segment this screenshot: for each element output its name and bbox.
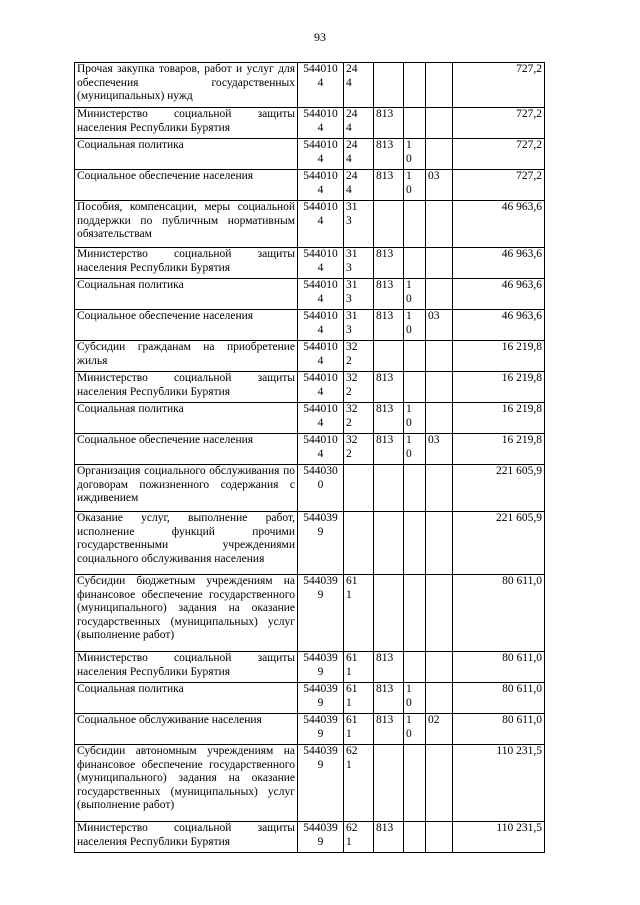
table-row — [75, 434, 545, 465]
table-row — [75, 714, 545, 745]
cell-ministry-code — [374, 465, 404, 512]
cell-subsection — [426, 201, 453, 248]
table-row — [75, 465, 545, 512]
cell-ministry-code: 813 — [374, 108, 404, 139]
cell-ministry-code — [374, 745, 404, 822]
table-row — [75, 310, 545, 341]
cell-ministry-code: 813 — [374, 822, 404, 853]
cell-section — [404, 372, 426, 403]
cell-target-article: 544010 4 — [298, 279, 344, 310]
cell-amount: 16 219,8 — [453, 403, 545, 434]
table-row — [75, 108, 545, 139]
cell-expense-type: 31 3 — [344, 279, 374, 310]
cell-amount: 221 605,9 — [453, 512, 545, 575]
cell-section — [404, 341, 426, 372]
cell-expense-type: 24 4 — [344, 139, 374, 170]
table-row — [75, 512, 545, 575]
cell-name: Социальная политика — [75, 403, 298, 434]
cell-section — [404, 201, 426, 248]
cell-target-article: 544039 9 — [298, 822, 344, 853]
cell-target-article: 544010 4 — [298, 403, 344, 434]
cell-expense-type — [344, 512, 374, 575]
cell-section — [404, 822, 426, 853]
cell-ministry-code — [374, 341, 404, 372]
cell-amount: 46 963,6 — [453, 201, 545, 248]
cell-target-article: 544039 9 — [298, 745, 344, 822]
cell-section — [404, 512, 426, 575]
cell-name: Социальная политика — [75, 279, 298, 310]
budget-table — [74, 62, 545, 853]
cell-amount: 80 611,0 — [453, 652, 545, 683]
cell-amount: 46 963,6 — [453, 279, 545, 310]
cell-subsection — [426, 279, 453, 310]
cell-amount: 110 231,5 — [453, 745, 545, 822]
cell-target-article: 544010 4 — [298, 63, 344, 108]
cell-amount: 80 611,0 — [453, 683, 545, 714]
cell-target-article: 544010 4 — [298, 139, 344, 170]
cell-target-article: 544010 4 — [298, 372, 344, 403]
cell-target-article: 544010 4 — [298, 310, 344, 341]
table-row — [75, 63, 545, 108]
cell-expense-type: 61 1 — [344, 575, 374, 652]
cell-target-article: 544039 9 — [298, 575, 344, 652]
cell-name: Пособия, компенсации, меры социальной поддержки по публичным нормативным обязательствам — [75, 201, 298, 248]
cell-name: Социальное обеспечение населения — [75, 434, 298, 465]
cell-section — [404, 652, 426, 683]
cell-amount: 727,2 — [453, 63, 545, 108]
cell-name: Министерство социальной защиты населения Республики Бурятия — [75, 822, 298, 853]
cell-expense-type: 24 4 — [344, 170, 374, 201]
cell-amount: 46 963,6 — [453, 248, 545, 279]
cell-name: Министерство социальной защиты населения Республики Бурятия — [75, 108, 298, 139]
cell-amount: 80 611,0 — [453, 575, 545, 652]
cell-name: Субсидии бюджетным учреждениям на финансовое обеспечение государственного (муниципального) задания на оказание государственных (муниципальных) услуг (выполнение работ) — [75, 575, 298, 652]
cell-subsection — [426, 575, 453, 652]
cell-name: Министерство социальной защиты населения Республики Бурятия — [75, 652, 298, 683]
cell-ministry-code — [374, 512, 404, 575]
cell-subsection — [426, 139, 453, 170]
cell-section: 1 0 — [404, 403, 426, 434]
cell-amount: 221 605,9 — [453, 465, 545, 512]
cell-amount: 16 219,8 — [453, 341, 545, 372]
page-number: 93 — [314, 30, 326, 44]
cell-section — [404, 108, 426, 139]
cell-subsection — [426, 403, 453, 434]
cell-target-article: 544010 4 — [298, 434, 344, 465]
cell-section — [404, 63, 426, 108]
cell-section: 1 0 — [404, 170, 426, 201]
cell-subsection — [426, 822, 453, 853]
cell-subsection — [426, 372, 453, 403]
cell-expense-type: 24 4 — [344, 63, 374, 108]
cell-amount: 16 219,8 — [453, 372, 545, 403]
cell-name: Субсидии гражданам на приобретение жилья — [75, 341, 298, 372]
cell-amount: 16 219,8 — [453, 434, 545, 465]
table-row — [75, 341, 545, 372]
cell-ministry-code: 813 — [374, 170, 404, 201]
cell-subsection — [426, 108, 453, 139]
cell-ministry-code — [374, 63, 404, 108]
table-row — [75, 683, 545, 714]
cell-expense-type: 32 2 — [344, 403, 374, 434]
cell-target-article: 544039 9 — [298, 683, 344, 714]
cell-expense-type: 32 2 — [344, 434, 374, 465]
cell-section — [404, 248, 426, 279]
table-row — [75, 745, 545, 822]
cell-target-article: 544039 9 — [298, 512, 344, 575]
cell-subsection: 02 — [426, 714, 453, 745]
table-row — [75, 822, 545, 853]
cell-name: Социальная политика — [75, 683, 298, 714]
cell-ministry-code — [374, 201, 404, 248]
cell-target-article: 544039 9 — [298, 714, 344, 745]
cell-name: Министерство социальной защиты населения Республики Бурятия — [75, 248, 298, 279]
cell-amount: 727,2 — [453, 108, 545, 139]
cell-subsection — [426, 63, 453, 108]
table-row — [75, 652, 545, 683]
cell-subsection: 03 — [426, 434, 453, 465]
cell-ministry-code: 813 — [374, 248, 404, 279]
cell-ministry-code — [374, 575, 404, 652]
cell-name: Социальное обслуживание населения — [75, 714, 298, 745]
table-row — [75, 170, 545, 201]
cell-section: 1 0 — [404, 434, 426, 465]
cell-ministry-code: 813 — [374, 372, 404, 403]
cell-subsection — [426, 683, 453, 714]
cell-expense-type: 62 1 — [344, 822, 374, 853]
cell-expense-type: 24 4 — [344, 108, 374, 139]
cell-target-article: 544039 9 — [298, 652, 344, 683]
cell-target-article: 544030 0 — [298, 465, 344, 512]
cell-subsection — [426, 248, 453, 279]
cell-subsection — [426, 465, 453, 512]
cell-section: 1 0 — [404, 683, 426, 714]
cell-section: 1 0 — [404, 714, 426, 745]
cell-name: Социальная политика — [75, 139, 298, 170]
cell-section — [404, 745, 426, 822]
cell-subsection: 03 — [426, 170, 453, 201]
cell-section: 1 0 — [404, 139, 426, 170]
cell-name: Оказание услуг, выполнение работ, исполнение функций прочими государственными учреждениями социального обслуживания населения — [75, 512, 298, 575]
table-row — [75, 248, 545, 279]
cell-amount: 110 231,5 — [453, 822, 545, 853]
table-row — [75, 279, 545, 310]
cell-ministry-code: 813 — [374, 434, 404, 465]
cell-section: 1 0 — [404, 279, 426, 310]
cell-section — [404, 465, 426, 512]
cell-target-article: 544010 4 — [298, 341, 344, 372]
cell-amount: 727,2 — [453, 139, 545, 170]
table-row — [75, 139, 545, 170]
cell-subsection — [426, 652, 453, 683]
cell-ministry-code: 813 — [374, 403, 404, 434]
cell-expense-type: 31 3 — [344, 248, 374, 279]
cell-ministry-code: 813 — [374, 652, 404, 683]
cell-section — [404, 575, 426, 652]
cell-name: Субсидии автономным учреждениям на финансовое обеспечение государственного (муниципального) задания на оказание государственных (муниципальных) услуг (выполнение работ) — [75, 745, 298, 822]
cell-expense-type: 32 2 — [344, 341, 374, 372]
cell-section: 1 0 — [404, 310, 426, 341]
cell-expense-type: 31 3 — [344, 310, 374, 341]
cell-ministry-code: 813 — [374, 714, 404, 745]
table-row — [75, 403, 545, 434]
cell-expense-type: 31 3 — [344, 201, 374, 248]
cell-name: Министерство социальной защиты населения Республики Бурятия — [75, 372, 298, 403]
cell-expense-type: 61 1 — [344, 683, 374, 714]
cell-name: Организация социального обслуживания по договорам пожизненного содержания с иждивением — [75, 465, 298, 512]
cell-ministry-code: 813 — [374, 279, 404, 310]
cell-target-article: 544010 4 — [298, 108, 344, 139]
cell-expense-type — [344, 465, 374, 512]
cell-target-article: 544010 4 — [298, 170, 344, 201]
cell-subsection — [426, 341, 453, 372]
cell-expense-type: 61 1 — [344, 714, 374, 745]
cell-subsection — [426, 745, 453, 822]
table-row — [75, 372, 545, 403]
cell-ministry-code: 813 — [374, 683, 404, 714]
cell-name: Прочая закупка товаров, работ и услуг для обеспечения государственных (муниципальных) нужд — [75, 63, 298, 108]
cell-ministry-code: 813 — [374, 139, 404, 170]
table-row — [75, 575, 545, 652]
cell-amount: 727,2 — [453, 170, 545, 201]
cell-target-article: 544010 4 — [298, 201, 344, 248]
cell-ministry-code: 813 — [374, 310, 404, 341]
cell-subsection — [426, 512, 453, 575]
cell-amount: 46 963,6 — [453, 310, 545, 341]
budget-table-body — [75, 63, 545, 853]
cell-name: Социальное обеспечение населения — [75, 170, 298, 201]
cell-amount: 80 611,0 — [453, 714, 545, 745]
cell-expense-type: 32 2 — [344, 372, 374, 403]
table-row — [75, 201, 545, 248]
cell-target-article: 544010 4 — [298, 248, 344, 279]
cell-subsection: 03 — [426, 310, 453, 341]
cell-expense-type: 61 1 — [344, 652, 374, 683]
cell-expense-type: 62 1 — [344, 745, 374, 822]
cell-name: Социальное обеспечение населения — [75, 310, 298, 341]
